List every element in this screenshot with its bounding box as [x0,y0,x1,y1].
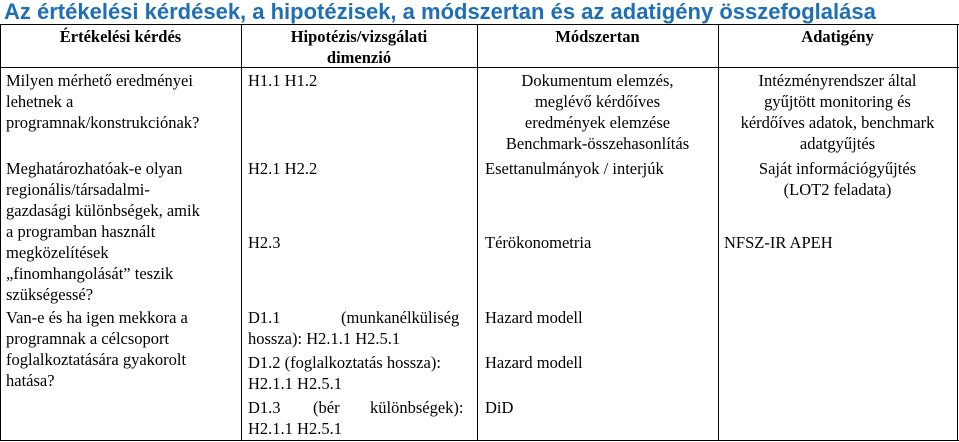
method-cell-line: Esettanulmányok / interjúk [485,159,664,178]
method-cell-line: eredmények elemzése [524,113,671,132]
hypothesis-cell: H2.1 H2.2 [248,159,318,178]
method-cell-line: DiD [485,398,514,417]
method-cell-line: Benchmark-összehasonlítás [505,134,690,153]
data-need-cell-line: gyűjtött monitoring és [764,92,911,111]
col-divider-5 [957,24,958,441]
header-question: Értékelési kérdés [59,27,182,46]
hypothesis-cell: D1.1 [248,308,281,327]
table-border-top [0,24,959,25]
header-separator [0,67,959,68]
question-3-line: programnak a célcsoport [6,329,170,348]
question-2-line: gazdasági különbségek, amik [6,201,200,220]
table-border-bottom [0,440,959,441]
method-cell-line: Térökonometria [485,233,592,252]
data-need-cell-line: Intézményrendszer által [758,71,917,90]
question-1-line: lehetnek a [6,92,74,111]
col-divider-1 [0,24,1,441]
hypothesis-cell: (munkanélküliség [341,308,460,327]
hypothesis-cell: D1.3 [248,398,281,417]
hypothesis-cell: különbségek): [370,398,464,417]
data-need-cell-line: adatgyűjtés [799,134,876,153]
page-title: Az értékelési kérdések, a hipotézisek, a módszertan és az adatigény összefoglalása [4,0,876,24]
hypothesis-cell: H2.3 [248,233,281,252]
data-need-cell-line: kérdőíves adatok, benchmark [740,113,935,132]
method-cell-line: Hazard modell [485,353,583,372]
hypothesis-cell: hossza): H2.1.1 H2.5.1 [248,329,401,348]
question-2-line: megközelítések [6,243,109,262]
method-cell-line: Hazard modell [485,308,583,327]
question-3-line: hatása? [6,371,55,390]
hypothesis-cell: H2.1.1 H2.5.1 [248,374,342,393]
question-2-line: a programban használt [6,222,156,241]
data-need-cell-line: Saját információgyűjtés [758,159,917,178]
question-1-line: programnak/konstrukciónak? [6,113,200,132]
header-method: Módszertan [555,27,640,46]
hypothesis-cell: D1.2 (foglalkoztatás hossza): [248,353,441,372]
hypothesis-cell: H1.1 H1.2 [248,71,318,90]
data-need-cell-line: NFSZ-IR APEH [724,233,833,252]
question-2-line: szükségessé? [6,285,94,304]
method-cell-line: meglévő kérdőíves [534,92,661,111]
question-2-line: „finomhangolását” teszik [6,264,174,283]
question-2-line: regionális/társadalmi- [6,180,150,199]
header-data-need: Adatigény [801,27,874,46]
question-3-line: foglalkoztatására gyakorolt [6,350,187,369]
question-3-line: Van-e és ha igen mekkora a [6,308,188,327]
hypothesis-cell: (bér [313,398,340,417]
method-cell-line: Dokumentum elemzés, [521,71,674,90]
hypothesis-cell: H2.1.1 H2.5.1 [248,419,342,438]
header-hypothesis-line2: dimenzió [326,48,392,67]
data-need-cell-line: (LOT2 feladata) [783,180,892,199]
question-1-line: Milyen mérhető eredményei [6,71,193,90]
question-2-line: Meghatározhatóak-e olyan [6,159,183,178]
col-divider-2 [241,24,242,441]
header-hypothesis-line1: Hipotézis/vizsgálati [290,27,428,46]
